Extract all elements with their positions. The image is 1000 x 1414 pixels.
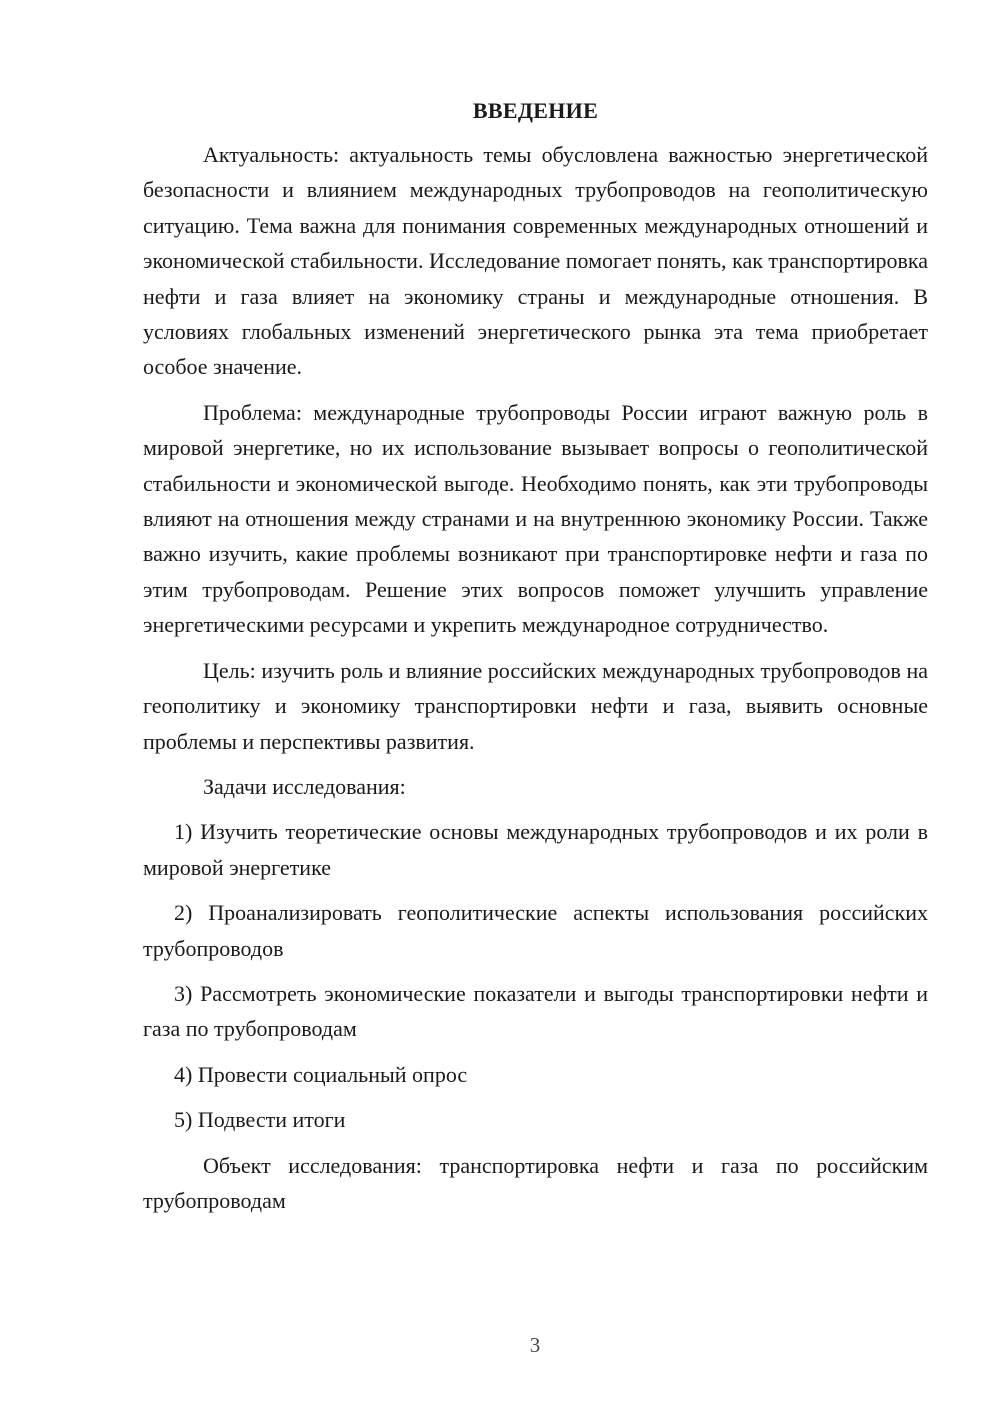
document-page <box>143 95 928 1228</box>
tasks-list <box>143 814 928 1137</box>
paragraph-object: Объект исследования: транспортировка нефти и газа по российским трубопроводам <box>143 1152 928 1213</box>
task-item-5: 5) Подвести итоги <box>174 1107 346 1133</box>
paragraph-relevance: Актуальность: актуальность темы обусловлена важностью энергетической безопасности и влиянием международных трубопроводов на геополитическую ситуацию. Тема важна для понимания современных международных отношений и экономической стабильности. Исследование помогает понять, как транспортировка нефти и газа влияет на экономику страны и международные отношения. В условиях глобальных изменений энергетического рынка эта тема приобретает особое значение. <box>143 142 928 380</box>
paragraph-goal: Цель: изучить роль и влияние российских международных трубопроводов на геополитику и экономику транспортировки нефти и газа, выявить основные проблемы и перспективы развития. <box>143 657 928 754</box>
task-item-1: 1) Изучить теоретические основы международных трубопроводов и их роли в мировой энергетике <box>143 819 928 880</box>
page-number: 3 <box>529 1333 541 1357</box>
section-heading: ВВЕДЕНИЕ <box>472 98 599 123</box>
task-item-2: 2) Проанализировать геополитические аспекты использования российских трубопроводов <box>143 900 928 961</box>
task-item-3: 3) Рассмотреть экономические показатели и выгоды транспортировки нефти и газа по трубопроводам <box>143 980 928 1042</box>
tasks-title: Задачи исследования: <box>203 773 406 799</box>
paragraph-problem: Проблема: международные трубопроводы России играют важную роль в мировой энергетике, но их использование вызывает вопросы о геополитической стабильности и экономической выгоде. Необходимо понять, как эти трубопроводы влияют на отношения между странами и на внутреннюю экономику России. Также важно изучить, какие проблемы возникают при транспортировке нефти и газа по этим трубопроводам. Решение этих вопросов поможет улучшить управление энергетическими ресурсами и укрепить международное сотрудничество. <box>143 399 928 638</box>
task-item-4: 4) Провести социальный опрос <box>174 1061 468 1087</box>
